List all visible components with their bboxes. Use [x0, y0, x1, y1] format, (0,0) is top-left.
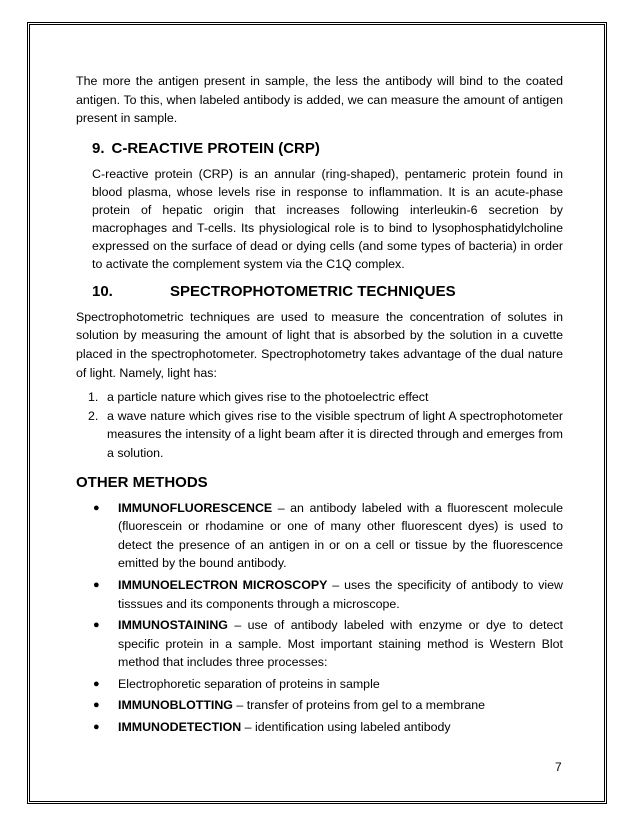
intro-paragraph: The more the antigen present in sample, the less the antibody will bind to the coated antigen. To this, when labeled antibody is added, we can measure the amount of antigen present in sample. [76, 74, 563, 126]
list-item-text: Electrophoretic separation of proteins in sample [118, 676, 380, 691]
heading-spectro-title: SPECTROPHOTOMETRIC TECHNIQUES [170, 282, 456, 300]
list-item [93, 499, 563, 573]
heading-spectrophotometric [92, 282, 563, 302]
list-item-text: a particle nature which gives rise to the photoelectric effect [107, 390, 429, 405]
list-item-text: – identification using labeled antibody [241, 720, 451, 735]
list-item [93, 675, 563, 694]
list-item [88, 407, 563, 463]
other-methods-list [76, 499, 563, 737]
heading-spectro-number: 10. [92, 282, 113, 300]
spectro-paragraph: Spectrophotometric techniques are used to measure the concentration of solutes in solution by measuring the amount of light that is absorbed by the solution in a cuvette placed in the spectrophotometer. Spectrophotometry takes advantage of the dual nature of light. Namely, light has: [76, 309, 563, 380]
list-item [88, 388, 563, 407]
list-item [93, 696, 563, 715]
list-item-number: 2. [88, 408, 99, 423]
spectro-list [76, 388, 563, 462]
term-immunodetection: IMMUNODETECTION [118, 720, 242, 735]
list-item-text: – transfer of proteins from gel to a membrane [232, 698, 486, 713]
list-item [93, 718, 563, 737]
heading-other-methods: OTHER METHODS [76, 473, 208, 491]
bullet-icon: ● [93, 619, 100, 632]
term-immunoblotting: IMMUNOBLOTTING [118, 698, 233, 713]
page-content [76, 72, 563, 740]
heading-crp-title: C-REACTIVE PROTEIN (CRP) [111, 139, 320, 157]
bullet-icon: ● [93, 578, 100, 591]
bullet-icon: ● [93, 721, 100, 734]
term-immunofluorescence: IMMUNOFLUORESCENCE [118, 500, 273, 515]
list-item-text: – an antibody labeled with a fluorescent molecule (fluorescein or rhodamine or one of many other fluorescent dyes) is used to detect the presence of an antigen in or on a cell or tissue by the fluorescence emitted by the bound antibody. [118, 500, 563, 571]
list-item-text: – use of antibody labeled with enzyme or dye to detect specific protein in a sample. Most important staining method is Western Blot method that includes three processes: [118, 618, 563, 670]
crp-paragraph: C-reactive protein (CRP) is an annular (ring-shaped), pentameric protein found in blood plasma, whose levels rise in response to inflammation. It is an acute-phase protein of hepatic origin that increases following interleukin-6 secretion by macrophages and T-cells. Its physiological role is to bind to lysophosphatidylcholine expressed on the surface of dead or dying cells (and some types of bacteria) in order to activate the complement system via the C1Q complex. [92, 166, 563, 271]
heading-crp-number: 9. [92, 139, 105, 157]
list-item-text: a wave nature which gives rise to the visible spectrum of light A spectrophotometer measures the intensity of a light beam after it is directed through and emerges from a solution. [107, 408, 563, 460]
heading-crp [92, 139, 563, 159]
bullet-icon: ● [93, 699, 100, 712]
term-immunoelectron-microscopy: IMMUNOELECTRON MICROSCOPY [118, 577, 328, 592]
list-item-text: – uses the specificity of antibody to view tisssues and its components through a microscope. [118, 577, 564, 611]
list-item [93, 616, 563, 672]
term-immunostaining: IMMUNOSTAINING [118, 618, 228, 633]
bullet-icon: ● [93, 677, 100, 690]
list-item [93, 576, 563, 613]
list-item-number: 1. [88, 390, 99, 405]
bullet-icon: ● [93, 501, 100, 514]
page-number: 7 [555, 760, 562, 774]
